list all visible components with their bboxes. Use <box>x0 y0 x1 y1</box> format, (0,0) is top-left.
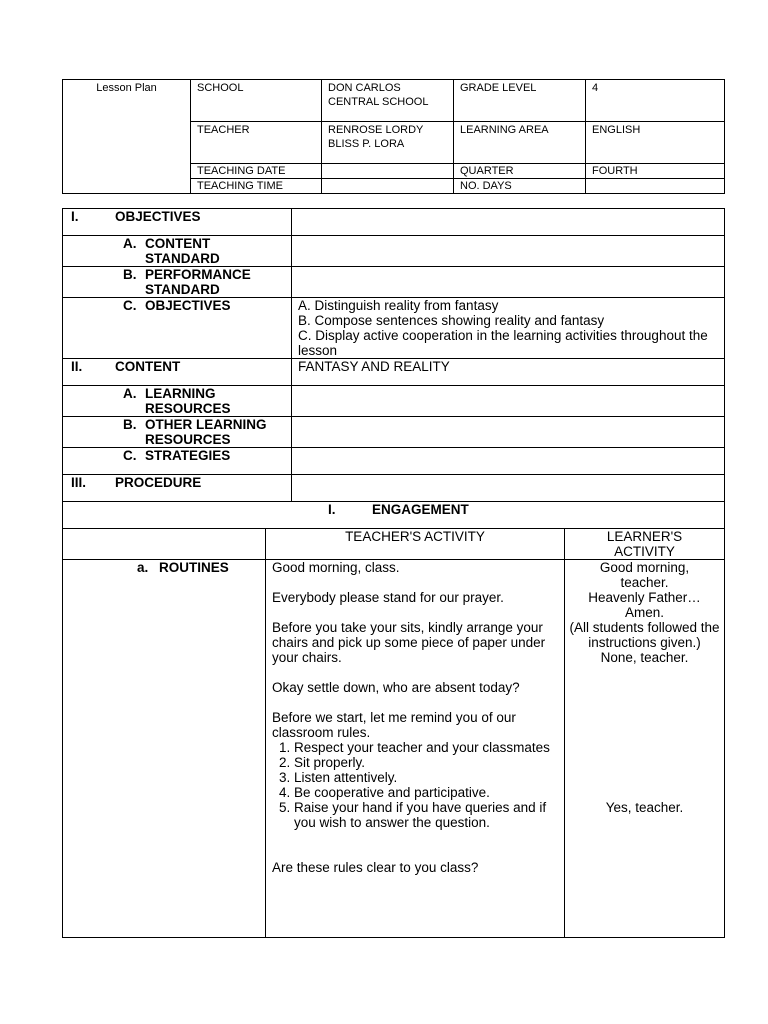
teacher-activity-content <box>266 560 565 938</box>
learner-clear: Yes, teacher. <box>605 800 684 815</box>
learner-absent: None, teacher. <box>600 650 689 665</box>
area-label: LEARNING AREA <box>454 122 586 164</box>
date-label: TEACHING DATE <box>191 164 322 179</box>
objectives-list <box>292 298 725 359</box>
teacher-label: TEACHER <box>191 122 322 164</box>
teacher-absent: Okay settle down, who are absent today? <box>272 680 520 695</box>
school-value <box>322 80 454 122</box>
other-resources-label: B. OTHER LEARNING RESOURCES <box>63 417 292 448</box>
content-heading: II. CONTENT <box>63 359 292 386</box>
routines-header-blank <box>63 529 266 560</box>
performance-standard-value <box>292 267 725 298</box>
teacher-prayer: Everybody please stand for our prayer. <box>272 590 504 605</box>
objective-item: C. Display active cooperation in the learning activities throughout the lesson <box>298 328 708 358</box>
strategies-label: C. STRATEGIES <box>63 448 292 475</box>
engagement-heading: I. ENGAGEMENT <box>63 502 725 529</box>
learner-followed: (All students followed the instructions given.) <box>569 620 720 650</box>
quarter-value: FOURTH <box>586 164 725 179</box>
rule-item: 2. Sit properly. <box>294 755 558 770</box>
teacher-activity-header: TEACHER'S ACTIVITY <box>266 529 565 560</box>
rule-item: 3. Listen attentively. <box>294 770 558 785</box>
content-standard-label: A. CONTENT STANDARD <box>63 236 292 267</box>
header-table <box>62 79 725 194</box>
classroom-rules-list <box>272 740 558 830</box>
procedure-value <box>292 475 725 502</box>
lesson-plan-title: Lesson Plan <box>96 82 157 94</box>
content-value: FANTASY AND REALITY <box>292 359 725 386</box>
quarter-label: QUARTER <box>454 164 586 179</box>
time-value <box>322 179 454 194</box>
learner-greeting: Good morning, teacher. <box>599 560 690 590</box>
teacher-arrange: Before you take your sits, kindly arrange your chairs and pick up some piece of paper under your chairs. <box>272 620 546 665</box>
other-resources-value <box>292 417 725 448</box>
grade-value: 4 <box>586 80 725 122</box>
learner-activity-content <box>565 560 725 938</box>
learning-resources-label: A. LEARNING RESOURCES <box>63 386 292 417</box>
grade-label: GRADE LEVEL <box>454 80 586 122</box>
days-label: NO. DAYS <box>454 179 586 194</box>
objective-item: B. Compose sentences showing reality and fantasy <box>298 313 605 328</box>
teacher-clear: Are these rules clear to you class? <box>272 860 479 875</box>
content-standard-value <box>292 236 725 267</box>
school-value-line-1: DON CARLOS <box>328 82 401 94</box>
school-label: SCHOOL <box>191 80 322 122</box>
rule-item: 5. Raise your hand if you have queries and if you wish to answer the question. <box>294 800 558 830</box>
teacher-remind: Before we start, let me remind you of our classroom rules. <box>272 710 516 740</box>
objectives-heading: I. OBJECTIVES <box>63 209 292 236</box>
teacher-greeting: Good morning, class. <box>272 560 400 575</box>
days-value <box>586 179 725 194</box>
performance-standard-label: B. PERFORMANCE STANDARD <box>63 267 292 298</box>
area-value: ENGLISH <box>586 122 725 164</box>
procedure-heading: III. PROCEDURE <box>63 475 292 502</box>
rule-item: 1. Respect your teacher and your classmates <box>294 740 558 755</box>
learning-resources-value <box>292 386 725 417</box>
learner-prayer: Heavenly Father… Amen. <box>588 590 701 620</box>
time-label: TEACHING TIME <box>191 179 322 194</box>
teacher-value <box>322 122 454 164</box>
lesson-plan-title-cell <box>63 80 191 194</box>
objectives-value <box>292 209 725 236</box>
lesson-table <box>62 208 725 938</box>
learner-activity-header: LEARNER'S ACTIVITY <box>565 529 725 560</box>
rule-item: 4. Be cooperative and participative. <box>294 785 558 800</box>
teacher-value-line-1: RENROSE LORDY <box>328 124 424 136</box>
routines-label: a. ROUTINES <box>63 560 266 938</box>
teacher-value-line-2: BLISS P. LORA <box>328 138 405 150</box>
objective-item: A. Distinguish reality from fantasy <box>298 298 499 313</box>
objectives-sub-label: C. OBJECTIVES <box>63 298 292 359</box>
date-value <box>322 164 454 179</box>
school-value-line-2: CENTRAL SCHOOL <box>328 96 429 108</box>
strategies-value <box>292 448 725 475</box>
